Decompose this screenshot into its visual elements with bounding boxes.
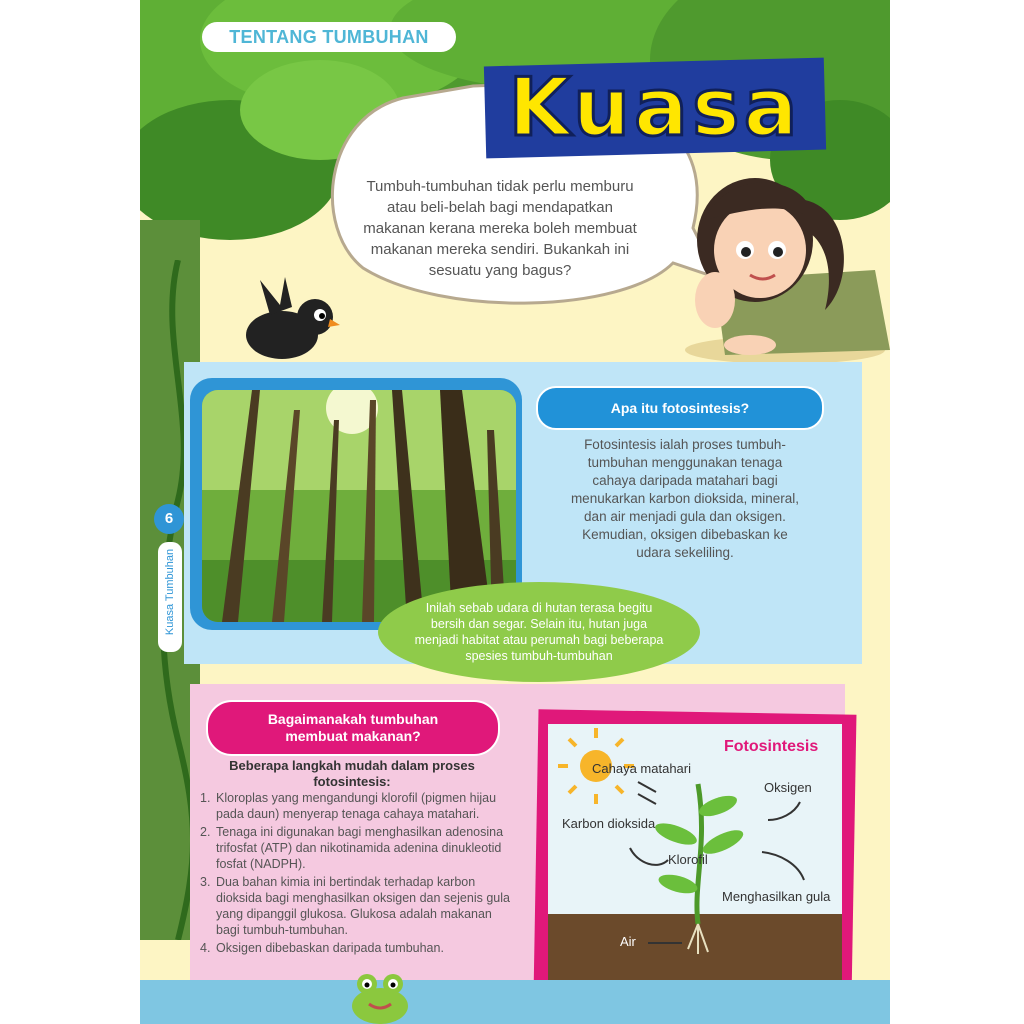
photosynthesis-heading: Apa itu fotosintesis? [536, 386, 824, 430]
forest-note-text [402, 600, 676, 664]
heading-line: Bagaimanakah tumbuhan [267, 711, 439, 727]
page-number: 6 [154, 504, 184, 534]
photosynthesis-diagram [548, 724, 842, 986]
note-line: bersih dan segar. Selain itu, hutan juga [430, 617, 648, 631]
bird-illustration [240, 275, 340, 365]
intro-text [350, 176, 650, 281]
body-line: tumbuhan menggunakan tenaga [587, 455, 783, 470]
note-line: Inilah sebab udara di hutan terasa begitu [425, 601, 653, 615]
body-line: Kemudian, oksigen dibebaskan ke [582, 527, 788, 542]
steps-intro [226, 758, 478, 790]
body-line: Fotosintesis ialah proses tumbuh- [584, 437, 786, 452]
side-label: Kuasa Tumbuhan [164, 548, 176, 636]
list-item: 1. Kloroplas yang mengandungi klorofil (pigmen hijau pada daun) menyerap tenaga cahaya matahari. [200, 791, 497, 821]
carbon-dioxide-label: Karbon dioksida [562, 816, 656, 831]
note-line: menjadi habitat atau perumah bagi beberapa [414, 633, 664, 647]
note-line: spesies tumbuh-tumbuhan [465, 649, 613, 663]
how-plants-heading [206, 700, 500, 756]
list-item: 4. Oksigen dibebaskan daripada tumbuhan. [200, 941, 444, 955]
list-item: 3. Dua bahan kimia ini bertindak terhadap karbon dioksida bagi menghasilkan oksigen dan sejenis gula yang dipanggil glukosa. Glukosa adalah makanan bagi tumbuh-tumbuhan. [200, 875, 510, 937]
page-title: Kuasa [508, 61, 802, 154]
heading-line: membuat makanan? [285, 728, 421, 744]
girl-character-illustration [675, 150, 890, 370]
water-label: Air [620, 934, 636, 949]
oxygen-label: Oksigen [764, 780, 812, 795]
intro-line: atau beli-belah bagi mendapatkan [386, 199, 613, 216]
intro-line: Tumbuh-tumbuhan tidak perlu memburu [366, 178, 634, 195]
photosynthesis-body [554, 436, 816, 562]
page [140, 0, 890, 1024]
intro-line: sesuatu yang bagus? [428, 262, 572, 279]
intro-line: Beberapa langkah mudah dalam proses [229, 758, 475, 773]
body-line: cahaya daripada matahari bagi [592, 473, 778, 488]
chlorophyll-label: Klorofil [668, 852, 708, 867]
sugar-label: Menghasilkan gula [722, 889, 831, 904]
body-line: dan air menjadi gula dan oksigen. [584, 509, 786, 524]
sunlight-label: Cahaya matahari [592, 761, 691, 776]
diagram-title: Fotosintesis [724, 738, 819, 755]
intro-line: makanan kerana mereka boleh membuat [363, 220, 637, 237]
intro-line: makanan mereka sendiri. Bukankah ini [370, 241, 630, 258]
body-line: menukarkan karbon dioksida, mineral, [570, 491, 800, 506]
list-item: 2. Tenaga ini digunakan bagi menghasilkan adenosina trifosfat (ATP) dan nikotinamida adenina dinukleotid fosfat (NADPH). [200, 825, 504, 871]
body-line: udara sekeliling. [636, 545, 734, 560]
water-strip [140, 980, 890, 1024]
intro-line: fotosintesis: [313, 774, 391, 789]
side-label-tab [158, 542, 182, 652]
frog-illustration [345, 968, 415, 1024]
section-tag: TENTANG TUMBUHAN [202, 22, 456, 52]
steps-list [198, 790, 514, 958]
